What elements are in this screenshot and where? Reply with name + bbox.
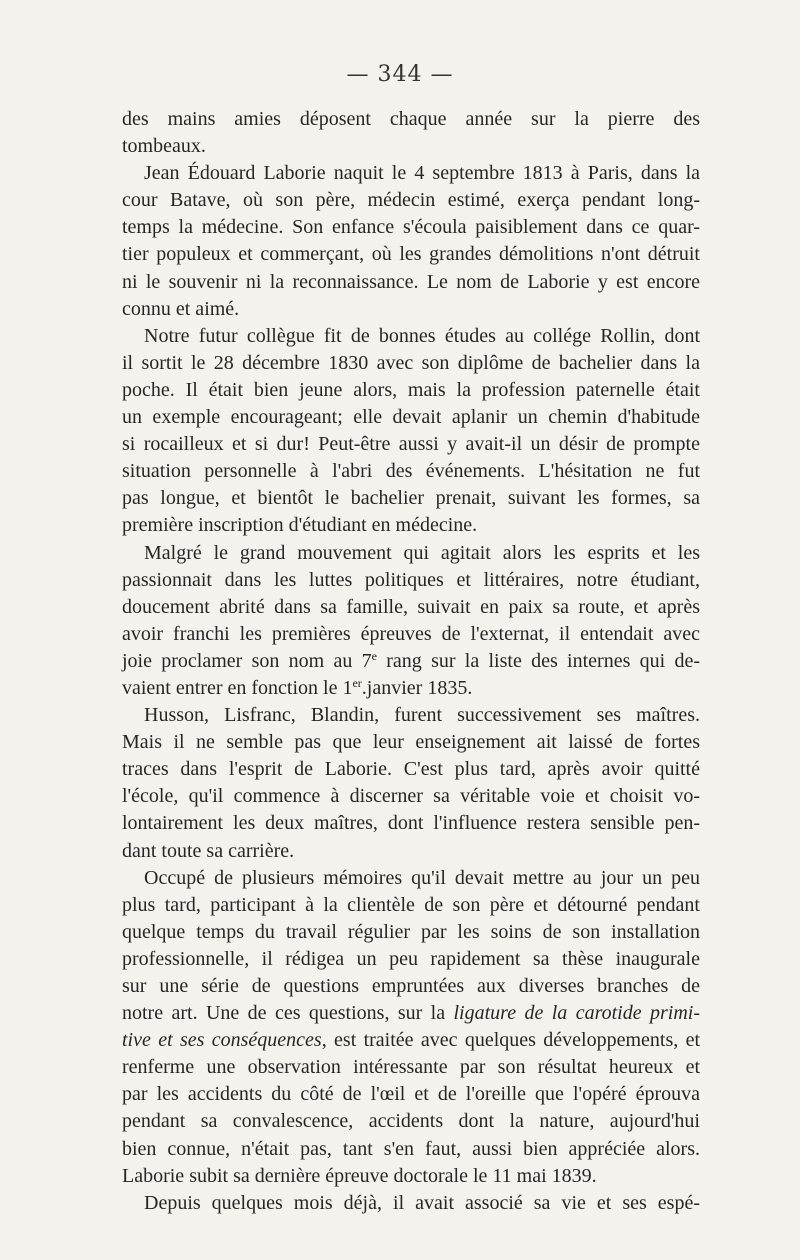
text-fragment: rang sur la liste des internes qui de- [376, 649, 700, 672]
text-line: Jean Édouard Laborie naquit le 4 septembre 1813 à Paris, dans la [144, 162, 700, 185]
text-line: Mais il ne semble pas que leur enseignement ait laissé de fortes [122, 731, 700, 754]
text-line: pendant sa convalescence, accidents dont la nature, aujourd'hui [122, 1110, 700, 1133]
text-line: bien connue, n'était pas, tant s'en faut, aussi bien appréciée alors. [122, 1137, 700, 1160]
text-line: quelque temps du travail régulier par les soins de son installation [122, 920, 700, 943]
text-line [122, 1000, 700, 1027]
superscript: er [352, 675, 362, 690]
text-line: Occupé de plusieurs mémoires qu'il devait mettre au jour un peu [144, 866, 700, 889]
text-line [122, 1027, 700, 1054]
italic-title: tive et ses conséquences [122, 1029, 322, 1052]
text-fragment: .janvier 1835. [361, 676, 473, 699]
text-fragment: , est traitée avec quelques développements, et [321, 1029, 700, 1052]
text-line [122, 675, 700, 702]
text-line: Husson, Lisfranc, Blandin, furent successivement ses maîtres. [144, 704, 700, 727]
text-line: doucement abrité dans sa famille, suivait en paix sa route, et après [122, 595, 700, 618]
text-fragment: notre art. Une de ces questions, sur la [122, 1002, 454, 1025]
superscript: e [371, 648, 377, 663]
text-line: situation personnelle à l'abri des événements. L'hésitation ne fut [122, 460, 700, 483]
text-line: passionnait dans les luttes politiques et littéraires, notre étudiant, [122, 568, 700, 591]
text-line: traces dans l'esprit de Laborie. C'est plus tard, après avoir quitté [122, 758, 700, 781]
text-line: renferme une observation intéressante par son résultat heureux et [122, 1056, 700, 1079]
text-line: Notre futur collègue fit de bonnes études au collége Rollin, dont [144, 324, 700, 347]
text-line: par les accidents du côté de l'œil et de l'oreille que l'opéré éprouva [122, 1083, 700, 1106]
text-line: si rocailleux et si dur! Peut-être aussi y avait-il un désir de prompte [122, 433, 700, 456]
text-line: des mains amies déposent chaque année sur la pierre des [122, 108, 700, 130]
text-line: cour Batave, où son père, médecin estimé, exerça pendant long- [122, 189, 700, 212]
page-number: — 344 — [346, 62, 454, 87]
text-line: pas longue, et bientôt le bachelier prenait, suivant les formes, sa [122, 487, 700, 510]
body-text [122, 106, 700, 1217]
text-line: temps la médecine. Son enfance s'écoula paisiblement dans ce quar- [122, 216, 700, 239]
text-line: tombeaux. [122, 135, 206, 158]
text-line: avoir franchi les premières épreuves de l'externat, il entendait avec [122, 622, 700, 645]
rank-number: 7 [361, 649, 372, 672]
text-line: première inscription d'étudiant en médecine. [122, 514, 478, 537]
text-line: Laborie subit sa dernière épreuve doctorale le 11 mai 1839. [122, 1164, 597, 1187]
text-line: lontairement les deux maîtres, dont l'influence restera sensible pen- [122, 812, 700, 835]
text-fragment: joie proclamer son nom au [122, 649, 362, 672]
text-line: Depuis quelques mois déjà, il avait associé sa vie et ses espé- [144, 1191, 700, 1214]
text-line: ni le souvenir ni la reconnaissance. Le nom de Laborie y est encore [122, 270, 700, 293]
text-line: poche. Il était bien jeune alors, mais la profession paternelle était [122, 378, 700, 401]
text-line: Malgré le grand mouvement qui agitait alors les esprits et les [144, 541, 700, 564]
text-line: plus tard, participant à la clientèle de son père et détourné pendant [122, 893, 700, 916]
text-line [122, 648, 700, 675]
text-line: professionnelle, il rédigea un peu rapidement sa thèse inaugurale [122, 947, 700, 970]
italic-title: ligature de la carotide primi- [453, 1002, 700, 1025]
text-line: un exemple encourageant; elle devait aplanir un chemin d'habitude [122, 406, 700, 429]
text-line: connu et aimé. [122, 297, 240, 320]
text-fragment: vaient entrer en fonction le 1 [122, 676, 353, 699]
text-line: il sortit le 28 décembre 1830 avec son diplôme de bachelier dans la [122, 351, 700, 374]
text-line: dant toute sa carrière. [122, 839, 295, 862]
text-line: sur une série de questions empruntées aux diverses branches de [122, 975, 700, 997]
text-line: tier populeux et commerçant, où les grandes démolitions n'ont détruit [122, 243, 700, 266]
text-line: l'école, qu'il commence à discerner sa véritable voie et choisit vo- [122, 785, 700, 808]
